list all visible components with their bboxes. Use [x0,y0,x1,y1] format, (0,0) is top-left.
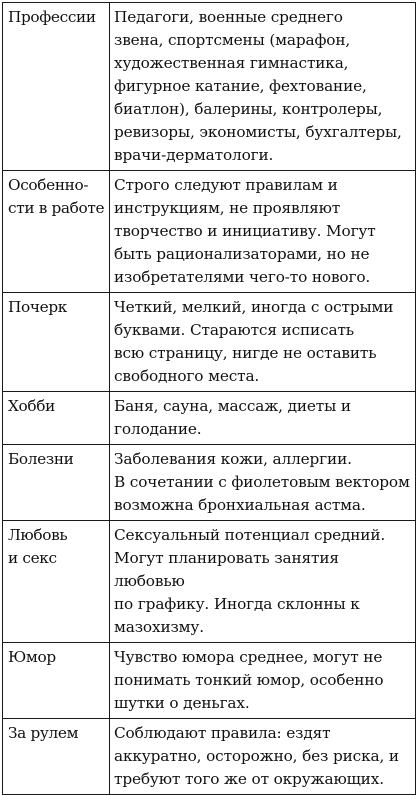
row-text-work-features: Строго следуют правилам и инструкциям, не проявляют творчество и инициативу. Могут быть рационализаторами, но не изобретателями чего-то нового. [110,171,416,293]
table-row [3,3,416,171]
table-row [3,521,416,643]
table-row [3,719,416,795]
table-row [3,171,416,293]
row-text-handwriting: Четкий, мелкий, иногда с острыми буквами. Стараются исписать всю страницу, нигде не оставить свободного места. [110,293,416,392]
row-term-love: Любовь и секс [3,521,110,643]
row-text-professions: Педагоги, военные среднего звена, спортсмены (марафон, художественная гимнастика, фигурное катание, фехтование, биатлон), балерины, контролеры, ревизоры, экономисты, бухгалтеры, врачи-дерматологи. [110,3,416,171]
row-term-humor: Юмор [3,643,110,719]
row-text-love: Сексуальный потенциал средний. Могут планировать занятия любовью по графику. Иногда склонны к мазохизму. [110,521,416,643]
table-row [3,392,416,445]
table-row [3,445,416,521]
row-text-driving: Соблюдают правила: ездят аккуратно, осторожно, без риска, и требуют того же от окружающих. [110,719,416,795]
row-text-humor: Чувство юмора среднее, могут не понимать тонкий юмор, особенно шутки о деньгах. [110,643,416,719]
row-term-hobby: Хобби [3,392,110,445]
row-text-diseases: Заболевания кожи, аллергии. В сочетании с фиолетовым вектором возможна бронхиальная астма. [110,445,416,521]
table-row [3,293,416,392]
row-term-professions: Профессии [3,3,110,171]
row-term-driving: За рулем [3,719,110,795]
row-text-hobby: Баня, сауна, массаж, диеты и голодание. [110,392,416,445]
row-term-work-features: Особенно- сти в работе [3,171,110,293]
characteristics-table [2,2,416,795]
row-term-diseases: Болезни [3,445,110,521]
row-term-handwriting: Почерк [3,293,110,392]
table-row [3,643,416,719]
